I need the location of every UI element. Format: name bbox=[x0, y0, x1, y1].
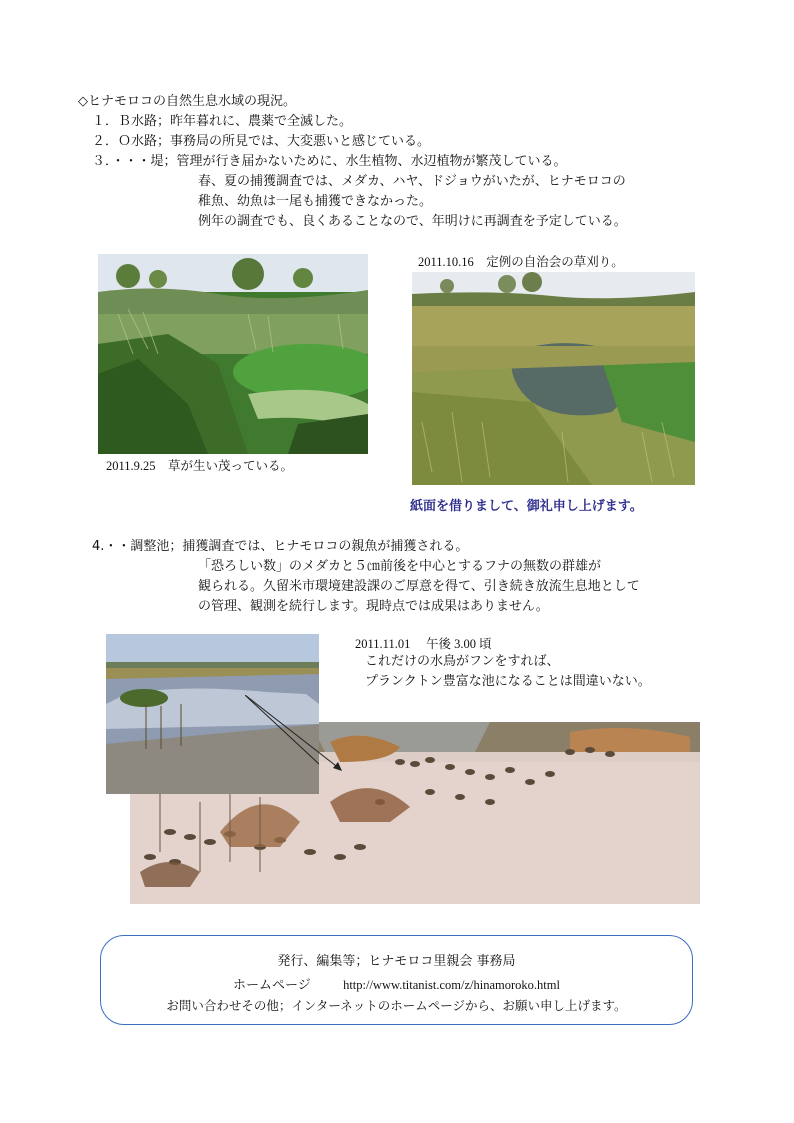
item-embankment: ３．・・・堤；管理が行き届かないために、水生植物、水辺植物が繁茂している。 bbox=[92, 154, 567, 169]
item-regulating-pond-line2: 「恐ろしい数」のメダカと５㎝前後を中心とするフナの無数の群雄が bbox=[198, 559, 602, 574]
item-o-waterway: ２．Ｏ水路；事務局の所見では、大変悪いと感じている。 bbox=[92, 134, 431, 149]
item-embankment-line4: 例年の調査でも、良くあることなので、年明けに再調査を予定している。 bbox=[198, 214, 627, 229]
caption-photo-overgrown: 2011.9.25 草が生い茂っている。 bbox=[106, 459, 294, 473]
waterfowl-photo-date: 2011.11.01 午後 3.00 頃 bbox=[355, 637, 492, 651]
pointer-arrow bbox=[245, 695, 355, 775]
footer-homepage-link[interactable]: http://www.titanist.com/z/hinamoroko.html bbox=[343, 978, 560, 992]
thanks-message: 紙面を借りまして、御礼申し上げます。 bbox=[410, 499, 643, 514]
footer-homepage-label: ホームページ bbox=[233, 978, 311, 993]
waterfowl-comment-line2: プランクトン豊富な池になることは間違いない。 bbox=[365, 674, 651, 689]
footer-box bbox=[100, 935, 693, 1025]
photo-mowed-pond bbox=[412, 272, 695, 485]
footer-publisher: 発行、編集等；ヒナモロコ里親会 事務局 bbox=[277, 954, 516, 969]
item-regulating-pond-line4: の管理、観測を続行します。現時点では成果はありません。 bbox=[198, 599, 549, 614]
footer-inquiry: お問い合わせその他；インターネットのホームページから、お願い申し上げます。 bbox=[166, 998, 627, 1013]
item-b-waterway: １．Ｂ水路；昨年暮れに、農薬で全滅した。 bbox=[92, 114, 353, 129]
item-regulating-pond: 4.・・調整池；捕獲調査では、ヒナモロコの親魚が捕獲される。 bbox=[92, 539, 469, 554]
waterfowl-comment-line1: これだけの水鳥がフンをすれば、 bbox=[365, 654, 560, 669]
item-embankment-line2: 春、夏の捕獲調査では、メダカ、ハヤ、ドジョウがいたが、ヒナモロコの bbox=[198, 174, 626, 189]
footer-homepage-line bbox=[101, 974, 692, 993]
item-embankment-line3: 稚魚、幼魚は一尾も捕獲できなかった。 bbox=[198, 194, 433, 209]
caption-photo-mowing: 2011.10.16 定例の自治会の草刈り。 bbox=[418, 255, 624, 269]
item-regulating-pond-line3: 観られる。久留米市環境建設課のご厚意を得て、引き続き放流生息地として bbox=[198, 579, 640, 594]
section-heading: ◇ヒナモロコの自然生息水域の現況。 bbox=[78, 94, 296, 109]
photo-overgrown-pond bbox=[98, 254, 368, 454]
